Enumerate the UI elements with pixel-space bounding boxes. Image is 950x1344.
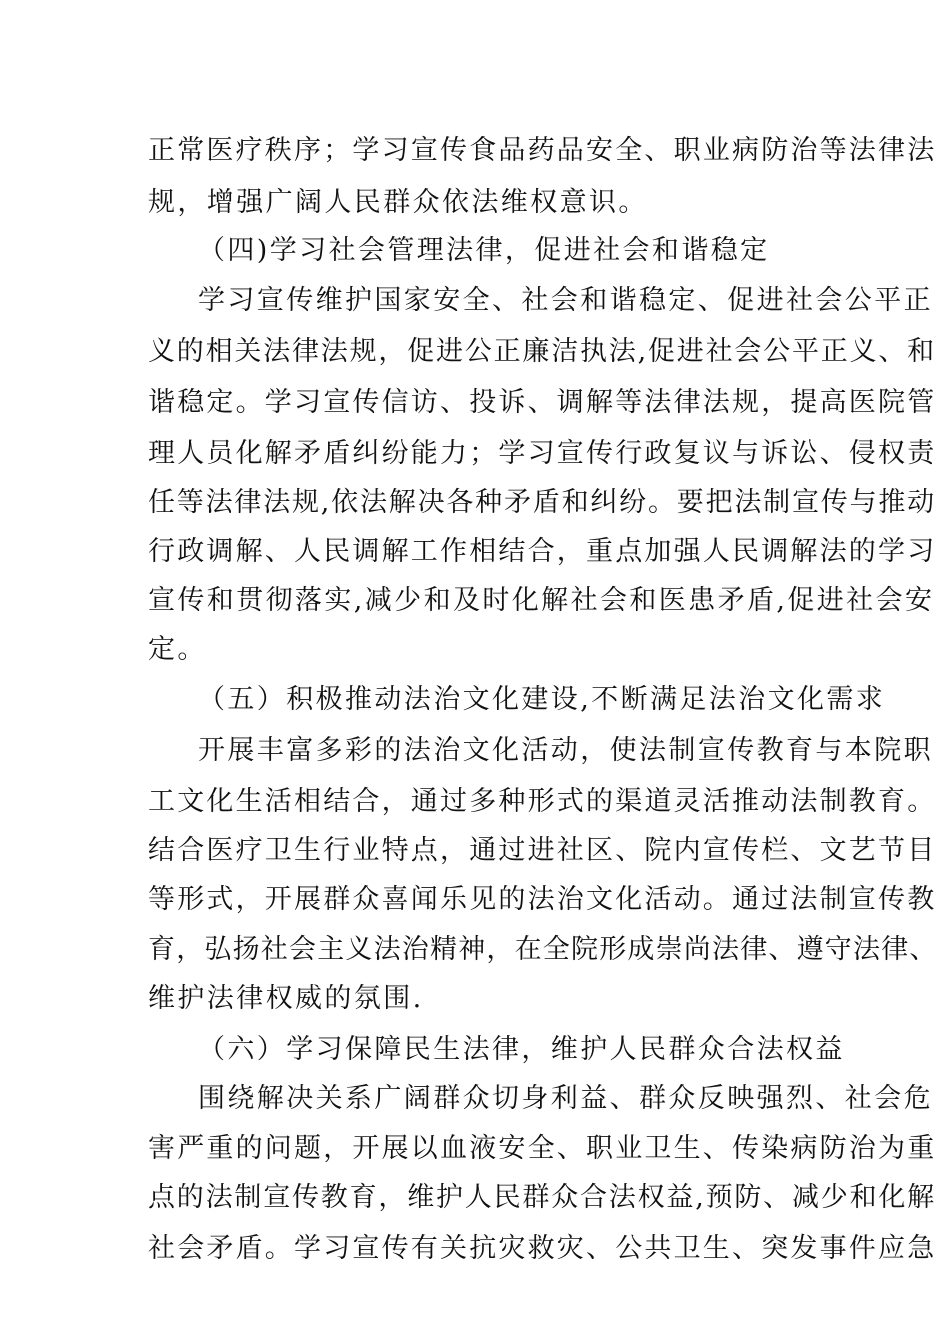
paragraph-line: 工文化生活相结合，通过多种形式的渠道灵活推动法制教育。 (148, 786, 937, 817)
paragraph-line: 等形式，开展群众喜闻乐见的法治文化活动。通过法制宣传教 (148, 884, 937, 915)
paragraph-line: 义的相关法律法规，促进公正廉洁执法,促进社会公平正义、和 (148, 336, 936, 367)
section-heading-four: （四)学习社会管理法律，促进社会和谐稳定 (198, 235, 770, 266)
paragraph-line: 理人员化解矛盾纠纷能力；学习宣传行政复议与诉讼、侵权责 (148, 438, 937, 469)
paragraph-line: 正常医疗秩序；学习宣传食品药品安全、职业病防治等法律法 (148, 135, 937, 166)
paragraph-line: 行政调解、人民调解工作相结合，重点加强人民调解法的学习 (148, 536, 937, 567)
paragraph-line: 开展丰富多彩的法治文化活动，使法制宣传教育与本院职 (198, 735, 933, 766)
paragraph-line: 谐稳定。学习宣传信访、投诉、调解等法律法规，提高医院管 (148, 387, 937, 418)
paragraph-line: 点的法制宣传教育，维护人民群众合法权益,预防、减少和化解 (148, 1182, 936, 1213)
paragraph-line: 社会矛盾。学习宣传有关抗灾救灾、公共卫生、突发事件应急 (148, 1233, 937, 1264)
paragraph-line: 育，弘扬社会主义法治精神，在全院形成崇尚法律、遵守法律、 (148, 934, 938, 965)
paragraph-line: 维护法律权威的氛围. (148, 983, 424, 1014)
paragraph-line: 围绕解决关系广阔群众切身利益、群众反映强烈、社会危 (198, 1083, 933, 1114)
paragraph-line: 宣传和贯彻落实,减少和及时化解社会和医患矛盾,促进社会安 (148, 585, 935, 616)
paragraph-line: 结合医疗卫生行业特点，通过进社区、院内宣传栏、文艺节目 (148, 835, 937, 866)
paragraph-line: 任等法律法规,依法解决各种矛盾和纠纷。要把法制宣传与推动 (148, 487, 936, 518)
paragraph-line: 定。 (148, 634, 207, 665)
section-heading-six: （六）学习保障民生法律，维护人民群众合法权益 (198, 1034, 845, 1065)
paragraph-line: 规，增强广阔人民群众依法维权意识。 (148, 187, 648, 218)
paragraph-line: 学习宣传维护国家安全、社会和谐稳定、促进社会公平正 (198, 285, 933, 316)
section-heading-five: （五）积极推动法治文化建设,不断满足法治文化需求 (198, 684, 886, 715)
paragraph-line: 害严重的问题，开展以血液安全、职业卫生、传染病防治为重 (148, 1133, 937, 1164)
